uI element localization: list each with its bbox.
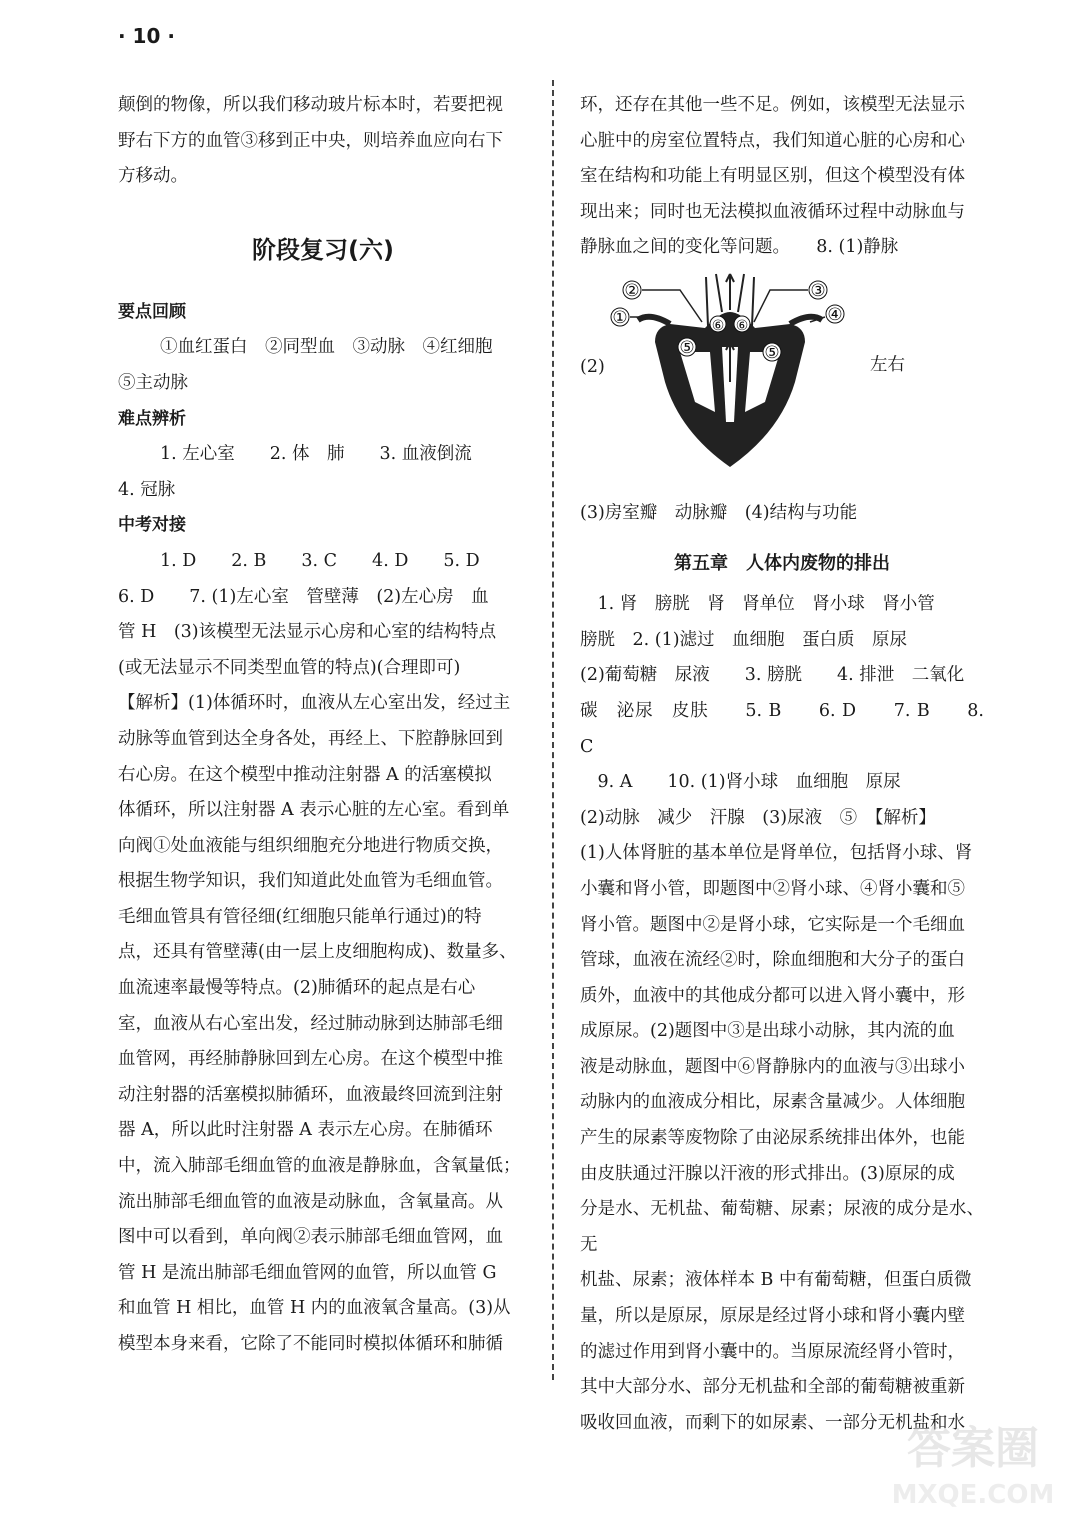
text-line: (2)葡萄糖 尿液 3. 膀胱 4. 排泄 二氧化 [580,665,965,686]
text-line: 膀胱 2. (1)滤过 血细胞 蛋白质 原尿 [580,629,908,650]
text-line: 中，流入肺部毛细血管的血液是静脉血，含氧量低； [118,1156,521,1177]
right-column [580,88,984,1441]
text-line: 碳 泌尿 皮肤 5. B 6. D 7. B 8. C [580,700,984,757]
text-line: 吸收回血液，而剩下的如尿素、一部分无机盐和水 [580,1412,965,1433]
section-title: 阶段复习(六) [252,235,394,264]
exam-line: 1. D 2. B 3. C 4. D 5. D [160,550,480,571]
text-line: 管 H (3)该模型无法显示心房和心室的结构特点 [118,622,497,643]
text-line: 的滤过作用到肾小囊中的。当原尿流经肾小管时， [580,1341,965,1362]
text-line: 量，所以是原尿，原尿是经过肾小球和肾小囊内壁 [580,1306,965,1327]
difficulty-line: 4. 冠脉 [118,479,176,500]
text-line: 机盐、尿素；液体样本 B 中有葡萄糖，但蛋白质微 [580,1270,972,1291]
marker-4: ④ [827,304,843,325]
right-body-text [580,587,984,1441]
text-line: 成原尿。(2)题图中③是出球小动脉，其内流的血 [580,1021,955,1042]
text-line: 右心房。在这个模型中推动注射器 A 的活塞模拟 [118,764,492,785]
text-line: 现出来；同时也无法模拟血液循环过程中动脉血与 [580,201,965,222]
text-line: 产生的尿素等废物除了由泌尿系统排出体外，也能 [580,1128,965,1149]
text-line: 血管网，再经肺静脉回到左心房。在这个模型中推 [118,1049,503,1070]
figure-answer-line: (3)房室瓣 动脉瓣 (4)结构与功能 [580,502,858,523]
figure-side-label: 左右 [870,354,905,375]
text-line: 点，还具有管壁薄(由一层上皮细胞构成)、数量多、 [118,942,517,963]
text-line: 心脏中的房室位置特点，我们知道心脏的心房和心 [580,130,965,151]
chapter-title: 第五章 人体内废物的排出 [674,552,890,574]
text-line: (1)人体肾脏的基本单位是肾单位，包括肾小球、肾 [580,843,973,864]
text-line: 小囊和肾小管，即题图中②肾小球、④肾小囊和⑤ [580,878,965,899]
watermark-text: 答案圈 [907,1423,1039,1474]
text-line: 管 H 是流出肺部毛细血管网的血管，所以血管 G [118,1262,497,1283]
text-line: 血流速率最慢等特点。(2)肺循环的起点是右心 [118,978,476,999]
left-column [118,88,528,1363]
text-line: 流出肺部毛细血管的血液是动脉血，含氧量高。从 [118,1191,503,1212]
exam-heading: 中考对接 [118,515,186,536]
right-top-text [580,88,984,266]
heart-diagram [610,272,850,482]
text-line: 室，血液从右心室出发，经过肺动脉到达肺部毛细 [118,1013,503,1034]
text-line: 9. A 10. (1)肾小球 血细胞 原尿 [580,772,901,793]
text-line: 体循环，所以注射器 A 表示心脏的左心室。看到单 [118,800,510,821]
text-line: (2)动脉 减少 汗腺 (3)尿液 ⑤ 【解析】 [580,807,936,828]
heart-figure [580,272,984,492]
text-line: 室在结构和功能上有明显区别，但这个模型没有体 [580,166,965,187]
marker-5-right: ⑤ [764,342,780,363]
text-line: 图中可以看到，单向阀②表示肺部毛细血管网，血 [118,1227,503,1248]
watermark-url: MXQE.COM [891,1480,1055,1510]
intro-line: 野右下方的血管③移到正中央，则培养血应向右下 [118,130,503,151]
figure-part-label: (2) [580,356,605,377]
review-line: ⑤主动脉 [118,372,188,393]
review-heading: 要点回顾 [118,301,186,322]
text-line: 和血管 H 相比，血管 H 内的血液氧含量高。(3)从 [118,1298,511,1319]
text-line: 1. 肾 膀胱 肾 肾单位 肾小球 肾小管 [580,594,935,615]
text-line: 质外，血液中的其他成分都可以进入肾小囊中，形 [580,985,965,1006]
intro-line: 颠倒的物像，所以我们移动玻片标本时，若要把视 [118,95,503,115]
page-number: · 10 · [118,24,175,48]
marker-6-left: ⑥ [711,317,725,334]
watermark-logo [883,1408,1063,1518]
text-line: 由皮肤通过汗腺以汗液的形式排出。(3)原尿的成 [580,1163,955,1184]
intro-line: 方移动。 [118,166,188,187]
column-divider [552,80,554,1380]
difficulty-heading: 难点辨析 [118,408,186,429]
difficulty-line: 1. 左心室 2. 体 肺 3. 血液倒流 [160,444,472,465]
text-line: 6. D 7. (1)左心室 管壁薄 (2)左心房 血 [118,586,489,607]
marker-3: ③ [810,280,826,301]
text-line: 分是水、无机盐、葡萄糖、尿素；尿液的成分是水、无 [580,1199,984,1255]
marker-6-right: ⑥ [735,317,749,334]
text-line: 其中大部分水、部分无机盐和全部的葡萄糖被重新 [580,1377,965,1398]
text-line: 向阀①处血液能与组织细胞充分地进行物质交换， [118,835,503,856]
text-line: 毛细血管具有管径细(红细胞只能单行通过)的特 [118,906,482,927]
marker-5-left: ⑤ [679,337,695,358]
review-line: ①血红蛋白 ②同型血 ③动脉 ④红细胞 [160,337,493,358]
text-line: 液是动脉血，题图中⑥肾静脉内的血液与③出球小 [580,1056,965,1077]
text-line: 模型本身来看，它除了不能同时模拟体循环和肺循 [118,1334,503,1354]
text-line: 肾小管。题图中②是肾小球，它实际是一个毛细血 [580,914,965,935]
text-line: 动脉内的血液成分相比，尿素含量减少。人体细胞 [580,1092,965,1113]
marker-1: ① [612,307,628,328]
text-line: 根据生物学知识，我们知道此处血管为毛细血管。 [118,871,503,892]
text-line: 静脉血之间的变化等问题。 8. (1)静脉 [580,237,899,258]
marker-2: ② [624,280,640,301]
text-line: 器 A，所以此时注射器 A 表示左心房。在肺循环 [118,1120,493,1141]
text-line: 环，还存在其他一些不足。例如，该模型无法显示 [580,95,965,115]
text-line: (或无法显示不同类型血管的特点)(合理即可) [118,657,461,678]
text-line: 管球，血液在流经②时，除血细胞和大分子的蛋白 [580,950,965,971]
text-line: 【解析】(1)体循环时，血液从左心室出发，经过主 [118,693,511,714]
left-body-text [118,580,528,1363]
text-line: 动注射器的活塞模拟肺循环，血液最终回流到注射 [118,1084,503,1105]
text-line: 动脉等血管到达全身各处，再经上、下腔静脉回到 [118,728,503,749]
